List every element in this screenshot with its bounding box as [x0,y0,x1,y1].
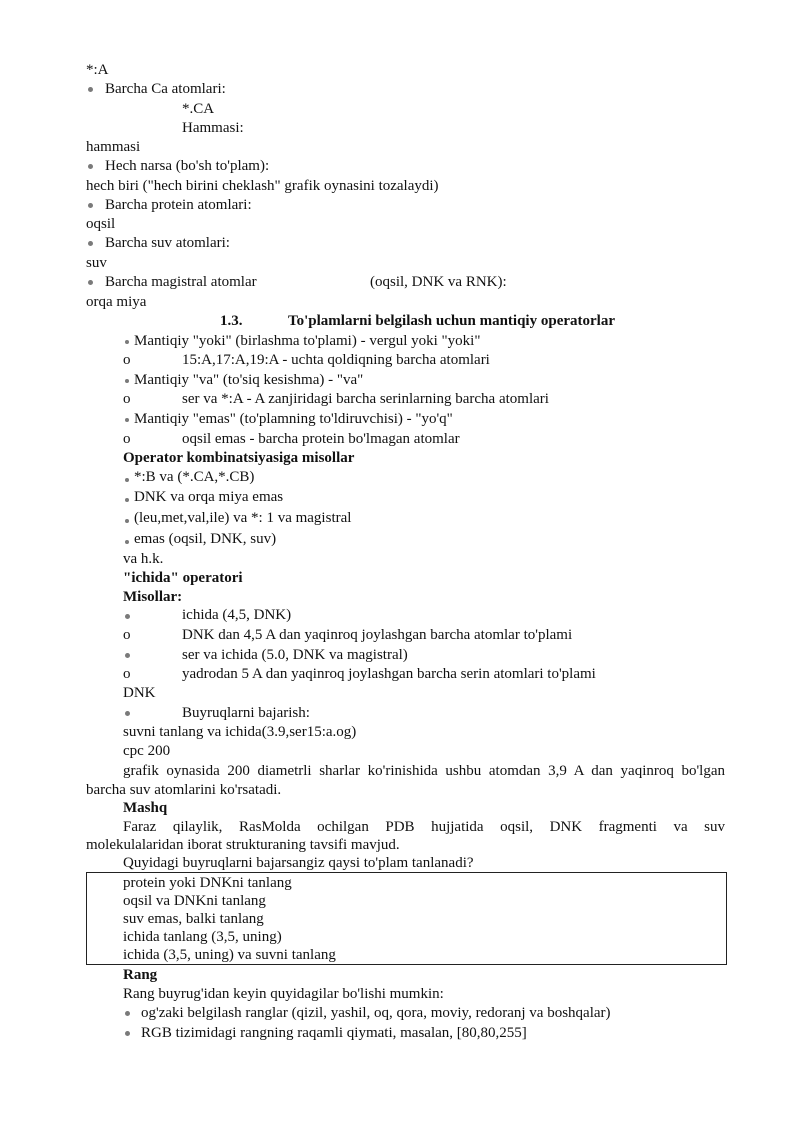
paragraph-line: barcha suv atomlarini ko'rsatadi. [86,782,282,798]
list-item: 15:A,17:A,19:A - uchta qoldiqning barcha atomlari [182,352,490,368]
question-line: Quyidagi buyruqlarni bajarsangiz qaysi to'plam tanlanadi? [123,855,474,871]
bullet-text: Barcha suv atomlari: [105,235,230,251]
command-line: suvni tanlang va ichida(3.9,ser15:a.og) [123,724,357,740]
bullet-text: Barcha magistral atomlar [105,274,257,290]
bullet-text: Hech narsa (bo'sh to'plam): [105,158,270,174]
bullet-icon [125,519,129,523]
list-item: oqsil emas - barcha protein bo'lmagan atomlar [182,431,460,447]
o-marker: o [123,666,131,682]
o-marker: o [123,352,131,368]
text-line: hech biri ("hech birini cheklash" grafik oynasini tozalaydi) [86,178,439,194]
o-marker: o [123,627,131,643]
bullet-icon [125,653,130,658]
bullet-icon [125,614,130,619]
section-title: To'plamlarni belgilash uchun mantiqiy operatorlar [288,313,615,329]
list-item: RGB tizimidagi rangning raqamli qiymati, masalan, [80,80,255] [141,1025,527,1041]
list-item: DNK dan 4,5 A dan yaqinroq joylashgan barcha atomlar to'plami [182,627,573,643]
list-item: Mantiqiy "emas" (to'plamning to'ldiruvchisi) - "yo'q" [134,411,453,427]
mashq-heading: Mashq [123,800,168,816]
ichida-heading: "ichida" operatori [123,570,243,586]
list-item: ichida (4,5, DNK) [182,607,292,623]
list-item: (leu,met,val,ile) va *: 1 va magistral [134,510,352,526]
bullet-icon [125,340,129,344]
box-line: oqsil va DNKni tanlang [123,893,266,909]
o-marker: o [123,431,131,447]
examples-heading: Misollar: [123,589,183,605]
rang-heading: Rang [123,967,158,983]
list-item: Buyruqlarni bajarish: [182,705,310,721]
box-line: ichida tanlang (3,5, uning) [123,929,282,945]
section-number: 1.3. [220,313,243,329]
paragraph-line: molekulalaridan iborat strukturaning tavsifi mavjud. [86,837,400,853]
list-item: ser va *:A - A zanjiridagi barcha serinlarning barcha atomlari [182,391,549,407]
bullet-icon [125,418,129,422]
bullet-icon [125,1011,130,1016]
combo-heading: Operator kombinatsiyasiga misollar [123,450,355,466]
list-item: Mantiqiy "va" (to'siq kesishma) - "va" [134,372,364,388]
list-item: Mantiqiy "yoki" (birlashma to'plami) - vergul yoki "yoki" [134,333,481,349]
bullet-icon [88,87,93,92]
list-item: og'zaki belgilash ranglar (qizil, yashil, oq, qora, moviy, redoranj va boshqalar) [141,1005,611,1021]
list-item: DNK va orqa miya emas [134,489,284,505]
text-line: Hammasi: [182,120,244,136]
box-line: ichida (3,5, uning) va suvni tanlang [123,947,336,963]
bullet-icon [88,280,93,285]
text-line: orqa miya [86,294,147,310]
text-line: Rang buyrug'idan keyin quyidagilar bo'lishi mumkin: [123,986,444,1002]
paragraph-line: grafik oynasida 200 diametrli sharlar ko'rinishida ushbu atomdan 3,9 A dan yaqinroq bo'lgan [123,763,725,779]
list-item: yadrodan 5 A dan yaqinroq joylashgan barcha serin atomlari to'plami [182,666,596,682]
bullet-text: (oqsil, DNK va RNK): [370,274,507,290]
text-line: *.CA [182,101,215,117]
text-line: DNK [123,685,156,701]
bullet-icon [125,711,130,716]
bullet-icon [88,241,93,246]
command-line: cpc 200 [123,743,171,759]
text-line: *:A [86,62,109,78]
box-line: suv emas, balki tanlang [123,911,264,927]
list-item: *:B va (*.CA,*.CB) [134,469,255,485]
o-marker: o [123,391,131,407]
bullet-icon [125,379,129,383]
bullet-text: Barcha protein atomlari: [105,197,252,213]
paragraph-line: Faraz qilaylik, RasMolda ochilgan PDB hujjatida oqsil, DNK fragmenti va suv [123,819,725,835]
bullet-icon [125,478,129,482]
list-item: emas (oqsil, DNK, suv) [134,531,277,547]
bullet-icon [125,540,129,544]
text-line: va h.k. [123,551,164,567]
bullet-icon [125,498,129,502]
bullet-icon [88,203,93,208]
text-line: suv [86,255,107,271]
text-line: oqsil [86,216,116,232]
text-line: hammasi [86,139,141,155]
box-line: protein yoki DNKni tanlang [123,875,292,891]
bullet-icon [88,164,93,169]
list-item: ser va ichida (5.0, DNK va magistral) [182,647,408,663]
bullet-text: Barcha Ca atomlari: [105,81,226,97]
bullet-icon [125,1031,130,1036]
